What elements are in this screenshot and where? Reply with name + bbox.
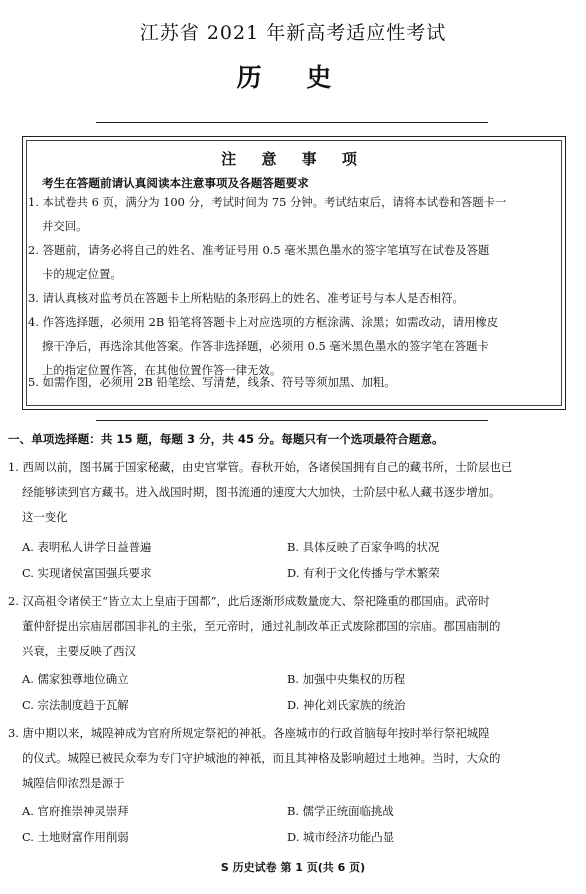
- question-2: [8, 589, 580, 664]
- notice-title: 注 意 事 项: [221, 150, 367, 168]
- question-3-line-1: 3. 唐中期以来，城隍神成为官府所规定祭祀的神祇。各座城市的行政首脑每年按时举行祭祀城隍: [8, 726, 490, 740]
- notice-item-5: [28, 370, 564, 394]
- notice-item-3-line-1: 3. 请认真核对监考员在答题卡上所粘贴的条形码上的姓名、准考证号与本人是否相符。: [28, 291, 464, 305]
- question-3-option-d: D. 城市经济功能凸显: [287, 830, 395, 844]
- question-2-option-b: B. 加强中央集权的历程: [287, 672, 406, 686]
- notice-item-4-line-2: 擦干净后，再选涂其他答案。作答非选择题，必须用 0.5 毫米黑色墨水的签字笔在答题卡: [42, 339, 489, 353]
- question-2-line-1: 2. 汉高祖令诸侯王“皆立太上皇庙于国都”，此后逐渐形成数量庞大、祭祀隆重的郡国庙。武帝时: [8, 594, 490, 608]
- subject-title: 历 史: [236, 63, 350, 92]
- notice-item-1-line-1: 1. 本试卷共 6 页，满分为 100 分，考试时间为 75 分钟。考试结束后，请将本试卷和答题卡一: [28, 195, 507, 209]
- question-1: [8, 455, 580, 530]
- question-3: [8, 721, 580, 796]
- question-3-line-3: 城隍信仰浓烈是源于: [22, 776, 125, 790]
- notice-item-2: [28, 238, 564, 286]
- question-3-option-c: C. 土地财富作用削弱: [22, 830, 129, 844]
- exam-title: 江苏省 2021 年新高考适应性考试: [139, 22, 447, 44]
- question-1-option-c: C. 实现诸侯富国强兵要求: [22, 566, 152, 580]
- notice-box: [22, 136, 566, 410]
- question-3-line-2: 的仪式。城隍已被民众奉为专门守护城池的神祇，而且其神格及影响超过土地神。当时，大众的: [22, 751, 501, 765]
- question-1-line-3: 这一变化: [22, 510, 68, 524]
- question-1-option-b: B. 具体反映了百家争鸣的状况: [287, 540, 440, 554]
- notice-item-4-line-1: 4. 作答选择题，必须用 2B 铅笔将答题卡上对应选项的方框涂满、涂黑；如需改动，请用橡皮: [28, 315, 499, 329]
- notice-item-3: [28, 286, 564, 310]
- notice-item-1: [28, 190, 564, 238]
- question-2-line-2: 董仲舒提出宗庙居郡国非礼的主张，至元帝时，通过礼制改革正式废除郡国的宗庙。郡国庙制的: [22, 619, 501, 633]
- question-3-option-b: B. 儒学正统面临挑战: [287, 804, 394, 818]
- question-1-line-2: 经能够读到官方藏书。进入战国时期，图书流通的速度大大加快，士阶层中私人藏书逐步增加。: [22, 485, 501, 499]
- notice-item-1-line-2: 并交回。: [42, 219, 88, 233]
- question-1-option-d: D. 有利于文化传播与学术繁荣: [287, 566, 440, 580]
- question-1-line-1: 1. 西周以前，图书属于国家秘藏，由史官掌管。春秋开始，各诸侯国拥有自己的藏书所，士阶层也已: [8, 460, 513, 474]
- question-2-option-a: A. 儒家独尊地位确立: [22, 672, 129, 686]
- question-3-option-a: A. 官府推崇神灵崇拜: [22, 804, 129, 818]
- notice-item-5-line-1: 5. 如需作图，必须用 2B 铅笔绘、写清楚，线条、符号等须加黑、加粗。: [28, 375, 396, 389]
- page-footer: S 历史试卷 第 1 页(共 6 页): [220, 861, 366, 874]
- notice-subtitle: 考生在答题前请认真阅读本注意事项及各题答题要求: [42, 176, 309, 190]
- question-1-option-a: A. 表明私人讲学日益普遍: [22, 540, 152, 554]
- question-2-line-3: 兴衰，主要反映了西汉: [22, 644, 136, 658]
- section-heading: 一、单项选择题：共 15 题，每题 3 分，共 45 分。每题只有一个选项最符合题意。: [8, 432, 444, 446]
- question-2-option-c: C. 宗法制度趋于瓦解: [22, 698, 129, 712]
- question-2-option-d: D. 神化刘氏家族的统治: [287, 698, 406, 712]
- divider-top: [96, 122, 488, 123]
- notice-item-2-line-2: 卡的规定位置。: [42, 267, 122, 281]
- divider-bottom: [96, 420, 488, 421]
- notice-item-4-line-3: 上的指定位置作答，在其他位置作答一律无效。: [42, 363, 282, 377]
- notice-item-2-line-1: 2. 答题前，请务必将自己的姓名、准考证号用 0.5 毫米黑色墨水的签字笔填写在试卷及答题: [28, 243, 490, 257]
